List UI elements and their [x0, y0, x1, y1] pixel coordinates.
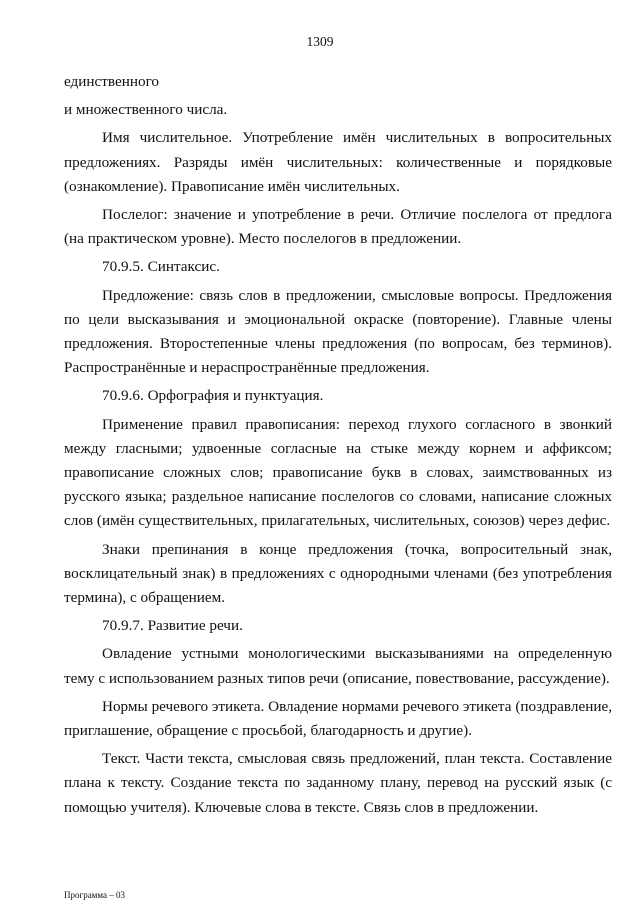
section-heading-speech: 70.9.7. Развитие речи. — [102, 617, 243, 635]
paragraph-etiquette: Нормы речевого этикета. Овладение нормами речевого этикета (поздравление, приглашение, обращение с просьбой, благодарность и другие). — [64, 697, 612, 740]
paragraph-continuation-1: единственного — [64, 73, 160, 90]
paragraph-sentence: Предложение: связь слов в предложении, смысловые вопросы. Предложения по цели высказывания и эмоциональной окраске (повторение). Главные члены предложения. Второстепенные члены предложения (по вопросам, без терминов). Распространённые и нераспространённые предложения. — [64, 286, 612, 377]
paragraph-monologue: Овладение устными монологическими высказываниями на определенную тему с использованием разных типов речи (описание, повествование, рассуждение). — [64, 645, 612, 687]
document-body — [64, 70, 612, 820]
paragraph-punctuation: Знаки препинания в конце предложения (точка, вопросительный знак, восклицательный знак) в предложениях с однородными членами (без употребления термина), с обращением. — [64, 540, 612, 607]
paragraph-continuation-2: и множественного числа. — [64, 101, 228, 119]
page-number: 1309 — [306, 34, 334, 49]
section-heading-orthography: 70.9.6. Орфография и пунктуация. — [102, 387, 324, 405]
section-heading-syntax: 70.9.5. Синтаксис. — [102, 258, 220, 276]
paragraph-spelling-rules: Применение правил правописания: переход глухого согласного в звонкий между гласными; удвоенные согласные на стыке между корнем и аффиксом; правописание сложных слов; правописание букв в словах, заимствованных из русского языка; раздельное написание послелогов со словами, написание сложных слов (имён существительных, прилагательных, числительных, союзов) через дефис. — [64, 415, 612, 530]
paragraph-numeral: Имя числительное. Употребление имён числительных в вопросительных предложениях. Разряды имён числительных: количественные и порядковые (ознакомление). Правописание имён числительных. — [64, 129, 612, 195]
paragraph-text: Текст. Части текста, смысловая связь предложений, план текста. Составление плана к тексту. Создание текста по заданному плану, перевод на русский язык (с помощью учителя). Ключевые слова в тексте. Связь слов в предложении. — [64, 750, 612, 816]
footer-label: Программа – 03 — [64, 890, 126, 900]
paragraph-postposition: Послелог: значение и употребление в речи. Отличие послелога от предлога (на практическом уровне). Место послелогов в предложении. — [64, 206, 612, 248]
